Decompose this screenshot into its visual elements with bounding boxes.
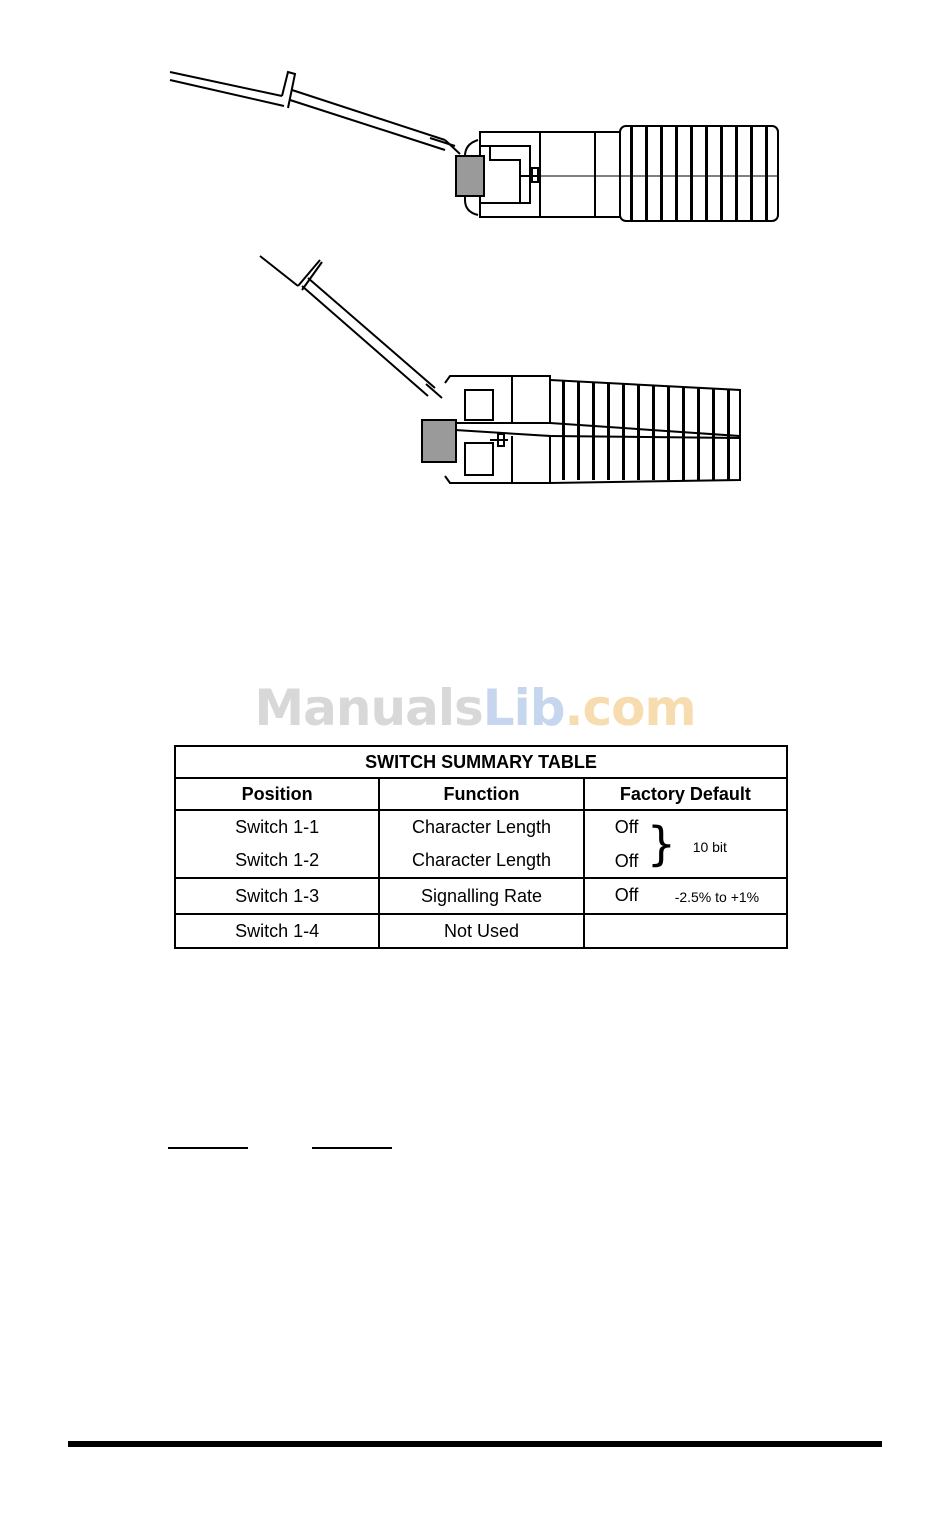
position-switch-1-1: Switch 1-1 — [235, 817, 320, 837]
underline-rule-left — [168, 1147, 248, 1149]
default-switch-1-4 — [584, 914, 787, 948]
table-title: SWITCH SUMMARY TABLE — [175, 746, 787, 778]
watermark-part-com: .com — [564, 679, 696, 737]
switch-summary-table — [174, 745, 788, 949]
default-switch-1-1: Off — [614, 817, 639, 837]
position-switch-1-3: Switch 1-3 — [175, 878, 379, 914]
connector-figure-bottom — [250, 248, 760, 498]
position-switch-1-4: Switch 1-4 — [175, 914, 379, 948]
header-position: Position — [175, 778, 379, 810]
page-bottom-rule — [68, 1441, 882, 1447]
default-cell — [584, 810, 787, 878]
rate-note: -2.5% to +1% — [674, 889, 760, 905]
default-switch-1-3: Off — [614, 885, 639, 905]
function-cell — [379, 810, 583, 878]
group-note: 10 bit — [692, 839, 727, 855]
watermark — [0, 678, 950, 738]
connector-figure-top — [160, 60, 800, 235]
function-switch-1-4: Not Used — [379, 914, 583, 948]
watermark-part-manuals: Manuals — [254, 679, 483, 737]
position-cell — [175, 810, 379, 878]
table-row — [175, 878, 787, 914]
function-switch-1-2: Character Length — [411, 850, 552, 870]
default-switch-1-2: Off — [614, 851, 639, 871]
underline-rule-right — [312, 1147, 392, 1149]
brace-icon: } — [646, 817, 676, 871]
table-row — [175, 810, 787, 878]
header-function: Function — [379, 778, 583, 810]
position-switch-1-2: Switch 1-2 — [235, 850, 320, 870]
function-switch-1-3: Signalling Rate — [379, 878, 583, 914]
default-cell — [584, 878, 787, 914]
table-row — [175, 914, 787, 948]
header-factory-default: Factory Default — [584, 778, 787, 810]
function-switch-1-1: Character Length — [411, 817, 552, 837]
watermark-part-lib: Lib — [482, 679, 565, 737]
